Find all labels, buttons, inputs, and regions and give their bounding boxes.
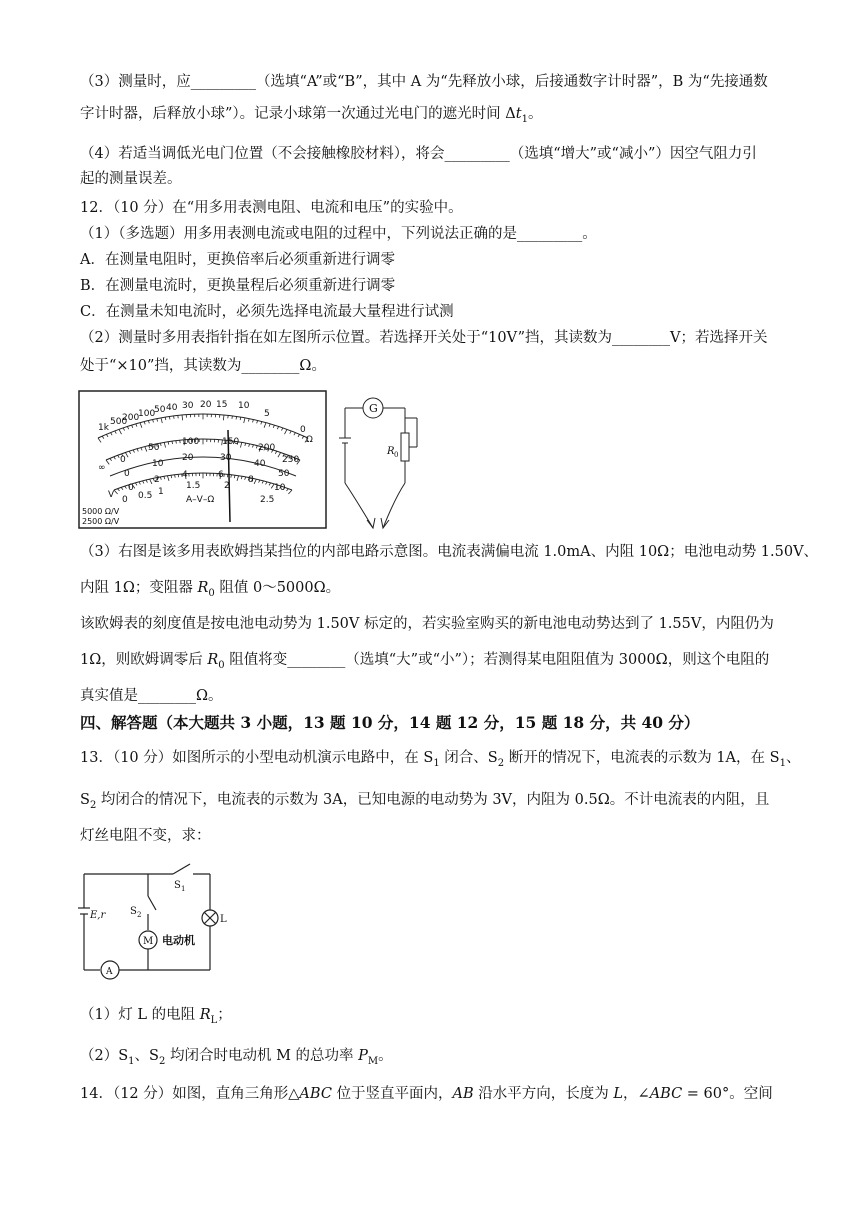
q12-part3-line5: 真实值是________Ω。 [80,688,223,704]
s1-subscript: 1 [181,885,186,893]
low-tick-label: 2 [154,475,160,485]
dc-tick-label: 0 [120,455,126,465]
ohm-tick-label: 5 [264,409,270,419]
low-tick-label: 6 [218,470,224,480]
low-tick-label: 4 [182,470,188,480]
resistor-label: R [387,446,395,457]
ohm-tick-label: 0 [300,425,306,435]
ohm-tick-label: 200 [122,413,140,423]
left-mark: V [108,490,115,500]
ohm-unit: Ω [306,435,313,445]
ohmmeter-circuit-figure [335,388,435,533]
low-tick-label: 0 [128,483,134,493]
motor-label: 电动机 [162,934,195,947]
dial-tick [236,416,237,419]
ac-tick-label: 0.5 [138,491,153,501]
ohm-tick-label: 15 [216,400,228,410]
q11-part4-line2: 起的测量误差。 [80,171,182,187]
ohm-tick-label: 50 [154,405,166,415]
q12-part3-line4: 1Ω，则欧姆调零后 $R_0$ 阻值将变________（选填“大”或“小”）；若测得某电阻阻值为 3000Ω，则这个电阻的 [80,652,770,671]
ohm-tick-label: 30 [182,401,194,411]
switch-s2-blade [148,896,156,910]
q12-part3-line2: 内阻 1Ω；变阻器 $R_0$ 阻值 0～5000Ω。 [80,580,341,599]
q13-line2: $S_2$ 均闭合的情况下，电流表的示数为 3A，已知电源的电动势为 3V，内阻为 0.5Ω。不计电流表的内阻，且 [80,792,770,811]
q12-part2-line2: 处于“×10”挡，其读数为________Ω。 [80,358,326,374]
q12-option-c: C．在测量未知电流时，必须先选择电流最大量程进行试测 [80,304,454,320]
q13-part1: （1）灯 L 的电阻 $R_L$； [80,1007,232,1026]
spec-label: 2500 Ω/V [82,517,120,526]
low-tick-label: 10 [274,483,286,493]
v-tick-label: 30 [220,453,232,463]
q12-option-a: A．在测量电阻时，更换倍率后必须重新进行调零 [80,252,395,268]
source-label: E,r [90,910,106,921]
ac-tick-label: 2 [224,481,230,491]
q11-part3-line2: 字计时器，后释放小球”）。记录小球第一次通过光电门的遮光时间 $\Delta t_1$。 [80,106,543,125]
v-tick-label: 10 [152,459,164,469]
ac-tick-label: 1 [158,487,164,497]
resistor-subscript: 0 [394,451,399,459]
v-tick-label: 0 [124,469,130,479]
v-tick-label: 20 [182,453,194,463]
q13-part2: $(2)S_1$、$S_2$ 均闭合时电动机 M 的总功率 $P_M$。 [80,1048,393,1067]
q14-line1: 14．（12 分）如图，直角三角形△ABC 位于竖直平面内，AB 沿水平方向，长度为 L，∠ABC = 60°。空间 [80,1086,773,1102]
ohm-tick-label: 40 [166,403,178,413]
q12-title: 12．（10 分）在“用多用表测电阻、电流和电压”的实验中。 [80,200,463,216]
ohm-tick-label: 500 [110,417,128,427]
dial-tick [176,441,177,444]
motor-letter: M [143,936,154,947]
ohm-tick-label: 10 [238,401,250,411]
q12-part2-line1: （2）测量时多用表指针指在如左图所示位置。若选择开关处于“10V”挡，其读数为________V；若选择开关 [80,330,768,346]
dial-tick [224,474,225,477]
ac-tick-label: 0 [122,495,128,505]
q12-option-b: B．在测量电流时，更换量程后必须重新进行调零 [80,278,396,294]
v-tick-label: 40 [254,459,266,469]
ohm-tick-label: 1k [98,423,109,433]
low-tick-label: 8 [248,475,254,485]
ac-tick-label: 1.5 [186,481,201,491]
q12-part3-line1: （3）右图是该多用表欧姆挡某挡位的内部电路示意图。电流表满偏电流 1.0mA、内阻 10Ω；电池电动势 1.50V、 [80,544,819,560]
v-tick-label: 50 [278,469,290,479]
lamp-label: L [220,914,227,925]
q11-part3-line1: （3）测量时，应_________（选填“A”或“B”，其中 A 为“先释放小球，后接通数字计时器”，B 为“先接通数 [80,74,768,90]
dial-tick [169,416,170,419]
q12-part1: （1）（多选题）用多用表测电流或电阻的过程中，下列说法正确的是_________。 [80,226,597,242]
dc-tick-label: 50 [148,443,160,453]
multimeter-dial-figure [78,390,328,530]
section-four-heading: 四、解答题（本大题共 3 小题，13 题 10 分，14 题 12 分，15 题 18 分，共 40 分） [80,713,700,732]
s2-label: S [130,906,137,917]
dc-tick-label: 250 [282,455,300,465]
ammeter-label: A [106,967,113,977]
dc-tick-label: 200 [258,443,276,453]
infinity-mark: ∞ [98,463,106,473]
q11-part4-line1: （4）若适当调低光电门位置（不会接触橡胶材料），将会_________（选填“增大”或“减小”）因空气阻力引 [80,146,757,162]
q12-part3-line3: 该欧姆表的刻度值是按电池电动势为 1.50V 标定的，若实验室购买的新电池电动势达到了 1.55V，内阻仍为 [80,616,774,632]
ohm-tick-label: 20 [200,400,212,410]
ohm-tick-label: 100 [138,409,156,419]
s1-label: S [174,880,181,891]
ac-tick-label: 2.5 [260,495,275,505]
s2-subscript: 2 [137,911,142,919]
dc-tick-label: 150 [222,437,240,447]
center-label: A–V–Ω [186,495,215,505]
motor-circuit-figure [78,860,227,980]
q13-line1: 13．（10 分）如图所示的小型电动机演示电路中，在 $S_1$ 闭合、$S_2$ 断开的情况下，电流表的示数为 1A，在 $S_1$、 [80,750,801,769]
q13-line3: 灯丝电阻不变，求： [80,828,211,844]
switch-s1-blade [173,864,190,874]
dc-tick-label: 100 [182,437,200,447]
galvanometer-label: G [369,402,378,415]
spec-label: 5000 Ω/V [82,507,120,516]
